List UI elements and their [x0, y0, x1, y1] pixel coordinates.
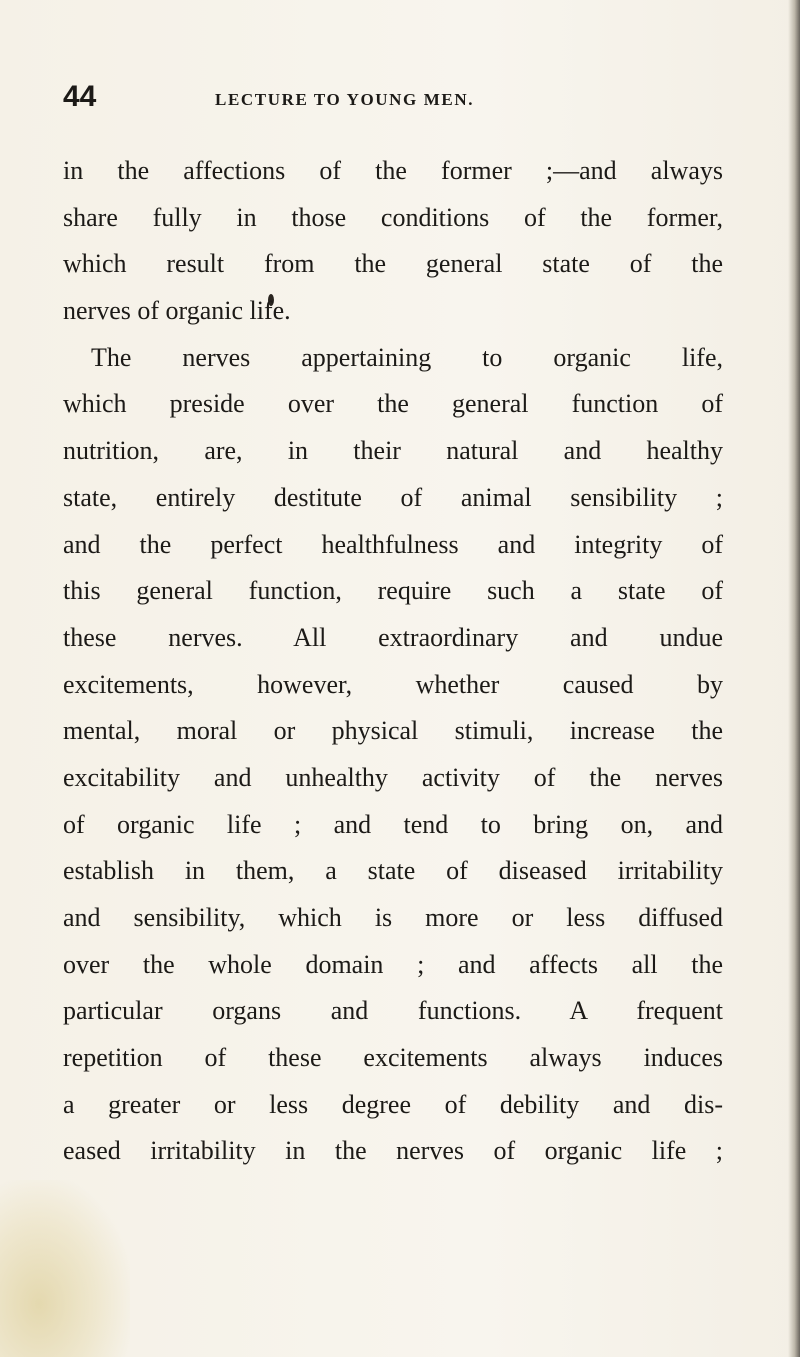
text-line: these nerves. All extraordinary and undue — [63, 622, 723, 652]
text-line: and the perfect healthfulness and integrity of — [63, 529, 723, 559]
text-line: particular organs and functions. A frequent — [63, 996, 723, 1026]
text-line: of organic life ; and tend to bring on, and — [63, 809, 723, 839]
body-text — [63, 148, 723, 1175]
text-line: excitability and unhealthy activity of the nerves — [63, 762, 723, 792]
text-line: The nerves appertaining to organic life, — [91, 342, 723, 372]
text-line: in the affections of the former ;—and always — [63, 156, 723, 185]
text-line: a greater or less degree of debility and dis- — [63, 1089, 723, 1119]
text-line: nutrition, are, in their natural and healthy — [63, 436, 723, 466]
text-line: which result from the general state of the — [63, 249, 723, 279]
text-line: nerves of organic life. — [63, 296, 291, 326]
text-line: excitements, however, whether caused by — [63, 669, 723, 699]
page-header — [63, 80, 723, 120]
text-line: establish in them, a state of diseased irritability — [63, 856, 723, 886]
text-line: over the whole domain ; and affects all the — [63, 949, 723, 979]
text-line: and sensibility, which is more or less diffused — [63, 903, 723, 932]
text-line: repetition of these excitements always induces — [63, 1043, 723, 1073]
page-number: 44 — [63, 80, 97, 113]
text-line: share fully in those conditions of the former, — [63, 202, 723, 232]
text-line: eased irritability in the nerves of organic life ; — [63, 1136, 723, 1166]
text-line: this general function, require such a state of — [63, 576, 723, 606]
page-edge-shadow — [788, 0, 800, 1357]
text-line: state, entirely destitute of animal sensibility ; — [63, 482, 723, 512]
page-stain — [0, 1180, 130, 1357]
text-line: which preside over the general function of — [63, 389, 723, 419]
running-head: LECTURE TO YOUNG MEN. — [215, 90, 475, 109]
text-line: mental, moral or physical stimuli, increase the — [63, 716, 723, 746]
